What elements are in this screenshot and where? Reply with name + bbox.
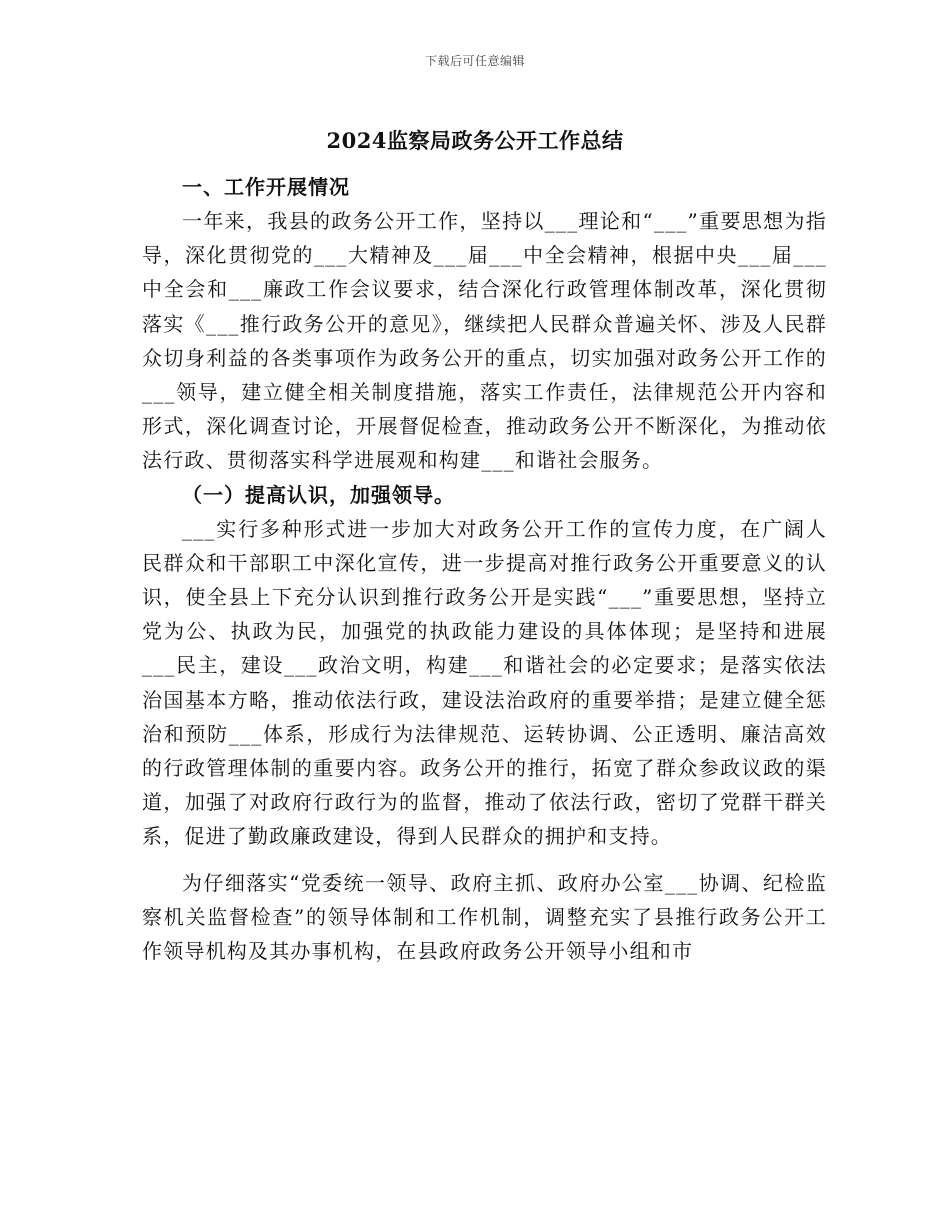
paragraph-gap	[142, 854, 827, 866]
paragraph: 一年来，我县的政务公开工作，坚持以___理论和“___”重要思想为指导，深化贯彻党的___大精神及___届___中全会精神，根据中央___届___中全会和___廉政工作会议要求，结合深化行政管理体制改革，深化贯彻落实《___推行政务公开的意见》，继续把人民群众普遍关怀、涉及人民群众切身利益的各类事项作为政务公开的重点，切实加强对政务公开工作的___领导，建立健全相关制度措施，落实工作责任，法律规范公开内容和形式，深化调查讨论，开展督促检查，推动政务公开不断深化，为推动依法行政、贯彻落实科学进展观和构建___和谐社会服务。	[142, 209, 827, 473]
document-body	[142, 170, 827, 968]
document-title: 2024监察局政务公开工作总结	[326, 128, 624, 153]
page-header-note: 下载后可任意编辑	[424, 54, 525, 68]
paragraph: 为仔细落实“党委统一领导、政府主抓、政府办公室___协调、纪检监察机关监督检查”的领导体制和工作机制，调整充实了县推行政务公开工作领导机构及其办事机构，在县政府政务公开领导小组和市	[142, 870, 827, 964]
subsection-heading: （一）提高认识，加强领导。	[182, 482, 455, 507]
paragraph: ___实行多种形式进一步加大对政务公开工作的宣传力度，在广阔人民群众和干部职工中深化宣传，进一步提高对推行政务公开重要意义的认识，使全县上下充分认识到推行政务公开是实践“___”重要思想，坚持立党为公、执政为民，加强党的执政能力建设的具体体现；是坚持和进展___民主，建设___政治文明，构建___和谐社会的必定要求；是落实依法治国基本方略，推动依法行政，建设法治政府的重要举措；是建立健全惩治和预防___体系，形成行为法律规范、运转协调、公正透明、廉洁高效的行政管理体制的重要内容。政务公开的推行，拓宽了群众参政议政的渠道，加强了对政府行政行为的监督，推动了依法行政，密切了党群干群关系，促进了勤政廉政建设，得到人民群众的拥护和支持。	[142, 516, 827, 849]
section-heading: 一、工作开展情况	[182, 175, 350, 199]
